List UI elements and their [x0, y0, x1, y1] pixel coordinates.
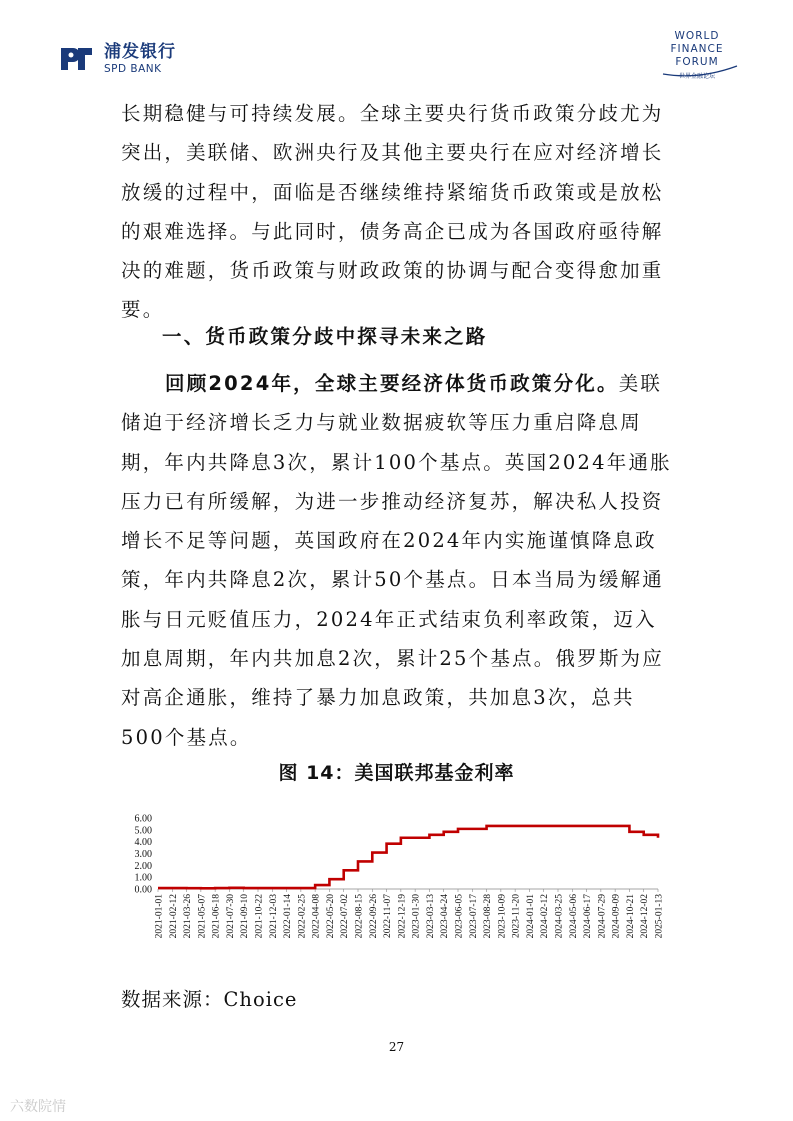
world-finance-forum-logo	[657, 30, 737, 80]
x-tick-label: 2025-01-13	[654, 894, 665, 939]
x-tick-label: 2021-02-12	[168, 894, 179, 939]
section-heading: 一、货币政策分歧中探寻未来之路	[162, 325, 488, 348]
y-tick-label: 0.00	[134, 884, 152, 896]
x-tick-label: 2022-12-19	[397, 894, 408, 939]
x-tick-label: 2024-07-29	[597, 894, 608, 939]
x-tick-label: 2023-06-05	[454, 894, 465, 939]
x-tick-label: 2023-03-13	[425, 894, 436, 939]
x-tick-label: 2024-05-06	[568, 894, 579, 939]
fed-funds-rate-chart	[118, 800, 673, 980]
x-tick-label: 2022-11-07	[383, 894, 394, 938]
x-tick-label: 2023-01-30	[411, 894, 422, 939]
x-tick-label: 2021-05-07	[197, 894, 208, 939]
y-tick-label: 3.00	[134, 849, 152, 860]
y-tick-label: 4.00	[134, 837, 152, 849]
x-tick-label: 2024-09-09	[611, 894, 622, 939]
paragraph-2	[121, 364, 673, 757]
x-tick-label: 2022-01-14	[283, 894, 294, 939]
y-tick-label: 2.00	[134, 860, 152, 872]
x-tick-label: 2022-04-08	[311, 894, 322, 939]
x-tick-label: 2022-02-25	[297, 894, 308, 939]
x-tick-label: 2021-01-01	[154, 894, 165, 939]
x-tick-label: 2021-03-26	[183, 894, 194, 939]
spd-logo-en: SPD BANK	[104, 63, 162, 75]
x-tick-label: 2023-04-24	[440, 894, 451, 939]
x-tick-label: 2024-02-12	[540, 894, 551, 939]
spd-logo-icon	[58, 44, 96, 74]
x-tick-label: 2021-09-10	[240, 894, 251, 939]
x-tick-label: 2021-12-03	[268, 894, 279, 939]
spd-bank-logo	[58, 44, 176, 75]
x-tick-label: 2022-09-26	[368, 894, 379, 939]
x-tick-label: 2023-10-09	[497, 894, 508, 939]
x-tick-label: 2024-12-02	[640, 894, 651, 939]
spd-logo-cn: 浦发银行	[104, 42, 176, 62]
x-tick-label: 2023-08-28	[483, 894, 494, 939]
x-tick-label: 2023-11-20	[511, 894, 522, 938]
wff-line-2: FINANCE	[670, 43, 724, 55]
x-tick-label: 2024-03-25	[554, 894, 565, 939]
y-tick-label: 5.00	[134, 825, 152, 837]
x-tick-label: 2022-07-02	[340, 894, 351, 939]
x-tick-label: 2024-10-21	[625, 894, 636, 939]
paragraph-1: 长期稳健与可持续发展。全球主要央行货币政策分歧尤为突出，美联储、欧洲央行及其他主要央行在应对经济增长放缓的过程中，面临是否继续维持紧缩货币政策或是放松的艰难选择。与此同时，债务高企已成为各国政府亟待解决的难题，货币政策与财政政策的协调与配合变得愈加重要。	[121, 102, 664, 322]
wff-line-3: FORUM	[675, 56, 719, 68]
page-number: 27	[388, 1040, 405, 1054]
source-note: 数据来源：Choice	[121, 988, 298, 1011]
wff-line-1: WORLD	[674, 30, 720, 42]
wff-logo-cn: 世界金融论坛	[678, 73, 715, 80]
x-tick-label: 2021-06-18	[211, 894, 222, 939]
x-tick-label: 2022-08-15	[354, 894, 365, 939]
x-tick-label: 2021-10-22	[254, 894, 265, 939]
watermark: 六数院情	[10, 1099, 66, 1115]
paragraph-2-rest: 美联储迫于经济增长乏力与就业数据疲软等压力重启降息周期，年内共降息3次，累计100个基点。英国2024年通胀压力已有所缓解，为进一步推动经济复苏，解决私人投资增长不足等问题，英国政府在2024年内实施谨慎降息政策，年内共降息2次，累计50个基点。日本当局为缓解通胀与日元贬值压力，2024年正式结束负利率政策，迈入加息周期，年内共加息2次，累计25个基点。俄罗斯为应对高企通胀，维持了暴力加息政策，共加息3次，总共500个基点。	[121, 372, 672, 749]
x-tick-label: 2022-05-20	[325, 894, 336, 939]
x-tick-label: 2024-06-17	[583, 894, 594, 939]
x-tick-label: 2023-07-17	[468, 894, 479, 939]
paragraph-2-lead: 回顾2024年，全球主要经济体货币政策分化。	[165, 372, 619, 395]
y-tick-label: 6.00	[134, 813, 152, 825]
figure-title: 图 14：美国联邦基金利率	[278, 762, 515, 784]
x-tick-label: 2021-07-30	[225, 894, 236, 939]
y-tick-label: 1.00	[134, 872, 152, 884]
wff-swoosh-icon	[659, 64, 739, 78]
series-line	[158, 826, 658, 888]
x-tick-label: 2024-01-01	[525, 894, 536, 939]
